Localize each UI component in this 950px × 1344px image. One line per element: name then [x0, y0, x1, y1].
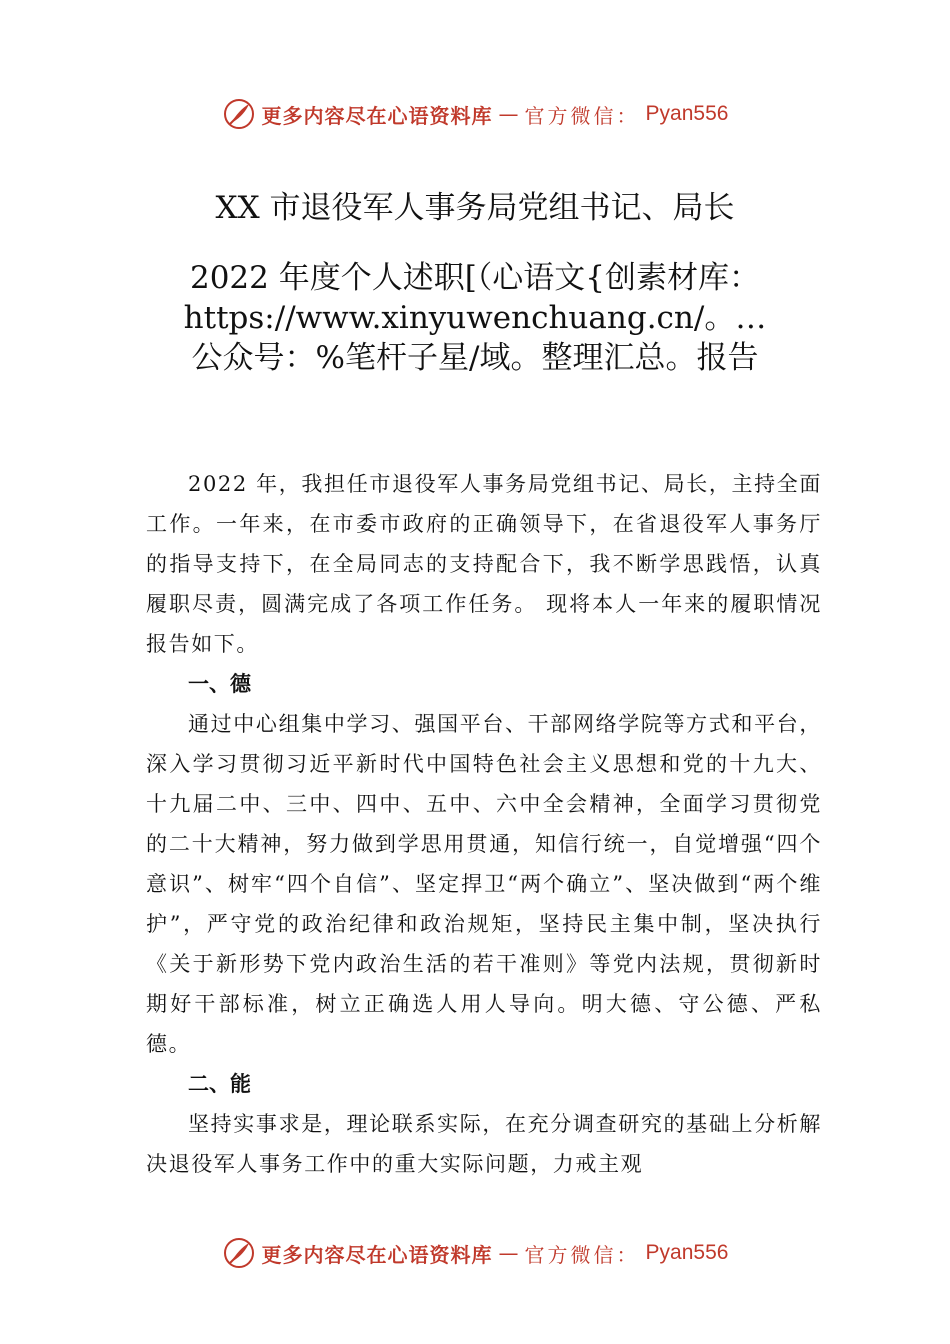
section-heading-ability: 二、能	[188, 1072, 251, 1096]
banner-wechat-label: 官方微信：	[524, 103, 640, 128]
feather-pen-icon	[222, 97, 256, 131]
banner-main-text: 更多内容尽在心语资料库	[261, 103, 493, 128]
banner-wechat-id: Pyan556	[645, 102, 729, 125]
intro-paragraph: 2022 年，我担任市退役军人事务局党组书记、局长，主持全面工作。一年来，在市委市政府的正确领导下，在省退役军人事务厅的指导支持下，在全局同志的支持配合下，我不断学思践悟，认真履职尽责，圆满完成了各项工作任务。 现将本人一年来的履职情况报告如下。	[146, 472, 822, 656]
footer-banner	[0, 1233, 950, 1273]
footer-banner-wechat-label: 官方微信：	[524, 1242, 640, 1267]
document-body	[146, 464, 822, 1184]
document-title-line1: XX 市退役军人事务局党组书记、局长	[215, 190, 735, 226]
section-virtue-paragraph: 通过中心组集中学习、强国平台、干部网络学院等方式和平台，深入学习贯彻习近平新时代中国特色社会主义思想和党的十九大、十九届二中、三中、四中、五中、六中全会精神，全面学习贯彻党的二十大精神，努力做到学思用贯通，知信行统一，自觉增强“四个意识”、树牢“四个自信”、坚定捍卫“两个确立”、坚决做到“两个维护”，严守党的政治纪律和政治规矩，坚持民主集中制，坚决执行《关于新形势下党内政治生活的若干准则》等党内法规，贯彻新时期好干部标准，树立正确选人用人导向。明大德、守公德、严私德。	[146, 712, 822, 1056]
footer-banner-wechat-id: Pyan556	[645, 1241, 729, 1264]
banner-dash: —	[498, 102, 519, 126]
document-title-line2: 2022 年度个人述职[（心语文{创素材库：https://www.xinyuwenchuang.cn/。…公众号：%笔杆子星/域。整理汇总。报告	[183, 260, 767, 376]
feather-pen-icon	[222, 1236, 256, 1270]
section-ability-paragraph: 坚持实事求是，理论联系实际，在充分调查研究的基础上分析解决退役军人事务工作中的重大实际问题，力戒主观	[146, 1112, 822, 1176]
header-banner	[0, 94, 950, 134]
footer-banner-dash: —	[498, 1241, 519, 1265]
footer-banner-main-text: 更多内容尽在心语资料库	[261, 1242, 493, 1267]
section-heading-virtue: 一、德	[188, 672, 251, 696]
